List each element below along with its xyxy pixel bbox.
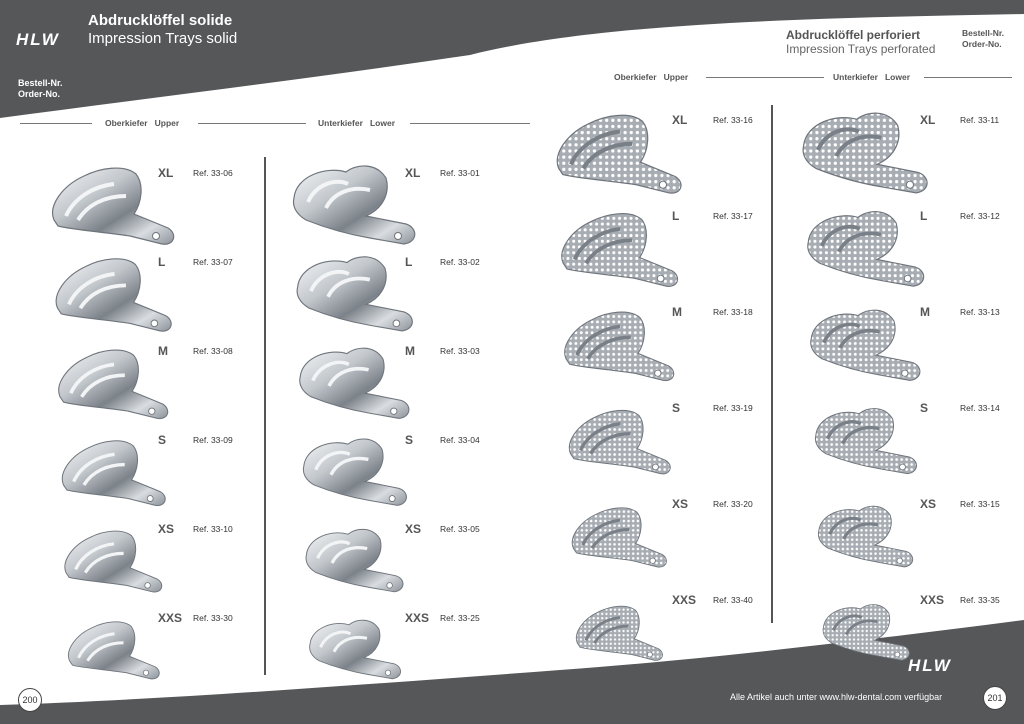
product-size-label: S xyxy=(672,401,681,415)
product-size-label: XS xyxy=(158,522,175,536)
solid-tray-icon xyxy=(55,432,174,509)
solid-tray-icon xyxy=(290,249,423,335)
left-order-en: Order-No. xyxy=(18,89,61,99)
product-ref-number: Ref. 33-09 xyxy=(193,435,233,445)
product-size-label: XS xyxy=(405,522,422,536)
product-ref-number: Ref. 33-07 xyxy=(193,257,233,267)
right-order-label xyxy=(962,28,1004,50)
product-tray-image xyxy=(297,432,416,514)
product-tray-image xyxy=(564,500,676,575)
product-ref-number: Ref. 33-19 xyxy=(713,403,753,413)
product-ref-number: Ref. 33-40 xyxy=(713,595,753,605)
product-tray-image xyxy=(304,614,409,687)
product-size-label: XXS xyxy=(158,611,183,625)
product-tray-image xyxy=(815,599,920,668)
right-order-en: Order-No. xyxy=(962,39,1002,49)
product-ref-number: Ref. 33-17 xyxy=(713,211,753,221)
right-upper-en: Upper xyxy=(663,72,689,82)
solid-tray-icon xyxy=(300,523,412,595)
product-tray-image xyxy=(62,614,167,687)
product-ref-number: Ref. 33-03 xyxy=(440,346,480,356)
product-tray-image xyxy=(293,341,419,427)
left-lower-en: Lower xyxy=(369,118,396,128)
product-ref-number: Ref. 33-25 xyxy=(440,613,480,623)
product-ref-number: Ref. 33-01 xyxy=(440,168,480,178)
rule xyxy=(706,77,824,78)
left-order-de: Bestell-Nr. xyxy=(18,78,63,88)
left-title-de: Abdrucklöffel solide xyxy=(88,12,233,29)
product-ref-number: Ref. 33-30 xyxy=(193,613,233,623)
left-lower-de: Unterkiefer xyxy=(318,118,363,128)
product-size-label: S xyxy=(920,401,929,415)
footer-note: Alle Artikel auch unter www.hlw-dental.com verfügbar xyxy=(730,692,943,702)
right-title-en: Impression Trays perforated xyxy=(786,42,936,56)
perforated-tray-icon xyxy=(551,204,690,290)
product-size-label: M xyxy=(920,305,930,319)
product-tray-image xyxy=(300,523,412,600)
product-size-label: L xyxy=(405,255,413,269)
left-upper-en: Upper xyxy=(154,118,180,128)
solid-tray-icon xyxy=(304,614,409,682)
right-order-de: Bestell-Nr. xyxy=(962,28,1005,38)
product-size-label: L xyxy=(672,209,680,223)
perforated-tray-icon xyxy=(810,500,924,570)
product-tray-image xyxy=(560,402,681,482)
product-ref-number: Ref. 33-06 xyxy=(193,168,233,178)
left-title-en: Impression Trays solid xyxy=(88,30,238,47)
product-tray-image xyxy=(555,303,685,389)
product-ref-number: Ref. 33-20 xyxy=(713,499,753,509)
product-size-label: S xyxy=(405,433,414,447)
left-upper-de: Oberkiefer xyxy=(105,118,148,128)
perforated-tray-icon xyxy=(560,402,681,477)
product-ref-number: Ref. 33-10 xyxy=(193,524,233,534)
left-order-label xyxy=(18,78,63,100)
product-size-label: XL xyxy=(920,113,936,127)
product-ref-number: Ref. 33-18 xyxy=(713,307,753,317)
product-size-label: XXS xyxy=(672,593,697,607)
product-ref-number: Ref. 33-16 xyxy=(713,115,753,125)
perforated-tray-icon xyxy=(801,303,933,384)
rule xyxy=(410,123,530,124)
hlw-logo-right: HLW xyxy=(908,656,952,675)
right-lower-de: Unterkiefer xyxy=(833,72,878,82)
right-upper-heading xyxy=(614,72,688,82)
product-tray-image xyxy=(801,303,933,389)
page-number-right: 201 xyxy=(983,686,1007,710)
left-lower-heading xyxy=(318,118,395,128)
solid-tray-icon xyxy=(293,341,419,422)
product-size-label: L xyxy=(920,209,928,223)
product-ref-number: Ref. 33-12 xyxy=(960,211,1000,221)
product-tray-image xyxy=(55,432,174,514)
right-lower-heading xyxy=(833,72,910,82)
product-ref-number: Ref. 33-11 xyxy=(960,115,1000,125)
rule xyxy=(198,123,306,124)
perforated-tray-icon xyxy=(555,303,685,384)
product-size-label: XXS xyxy=(920,593,945,607)
product-ref-number: Ref. 33-02 xyxy=(440,257,480,267)
column-divider-right xyxy=(771,105,773,623)
hlw-logo-left: HLW xyxy=(16,30,60,49)
product-tray-image xyxy=(797,204,938,295)
product-size-label: XL xyxy=(672,113,688,127)
product-size-label: XS xyxy=(920,497,937,511)
solid-tray-icon xyxy=(62,614,167,682)
product-size-label: XXS xyxy=(405,611,430,625)
product-size-label: M xyxy=(405,344,415,358)
product-size-label: M xyxy=(672,305,682,319)
product-tray-image xyxy=(810,500,924,575)
product-tray-image xyxy=(806,402,929,482)
product-ref-number: Ref. 33-13 xyxy=(960,307,1000,317)
product-size-label: XL xyxy=(158,166,174,180)
product-ref-number: Ref. 33-04 xyxy=(440,435,480,445)
product-ref-number: Ref. 33-14 xyxy=(960,403,1000,413)
perforated-tray-icon xyxy=(806,402,929,477)
solid-tray-icon xyxy=(297,432,416,509)
product-tray-image xyxy=(568,599,672,668)
product-tray-image xyxy=(290,249,423,340)
product-tray-image xyxy=(551,204,690,295)
perforated-tray-icon xyxy=(815,599,920,663)
product-size-label: XL xyxy=(405,166,421,180)
product-size-label: M xyxy=(158,344,168,358)
product-ref-number: Ref. 33-08 xyxy=(193,346,233,356)
right-title-de: Abdrucklöffel perforiert xyxy=(786,28,921,42)
left-upper-heading xyxy=(105,118,179,128)
solid-tray-icon xyxy=(58,523,170,595)
perforated-tray-icon xyxy=(568,599,672,663)
page-number-left: 200 xyxy=(18,688,42,712)
perforated-tray-icon xyxy=(564,500,676,570)
rule xyxy=(924,77,1012,78)
right-upper-de: Oberkiefer xyxy=(614,72,657,82)
product-size-label: XS xyxy=(672,497,689,511)
right-lower-en: Lower xyxy=(884,72,911,82)
product-size-label: L xyxy=(158,255,166,269)
product-ref-number: Ref. 33-05 xyxy=(440,524,480,534)
product-tray-image xyxy=(58,523,170,600)
product-size-label: S xyxy=(158,433,167,447)
perforated-tray-icon xyxy=(797,204,938,290)
product-ref-number: Ref. 33-15 xyxy=(960,499,1000,509)
column-divider-left xyxy=(264,157,266,675)
product-ref-number: Ref. 33-35 xyxy=(960,595,1000,605)
rule xyxy=(20,123,92,124)
